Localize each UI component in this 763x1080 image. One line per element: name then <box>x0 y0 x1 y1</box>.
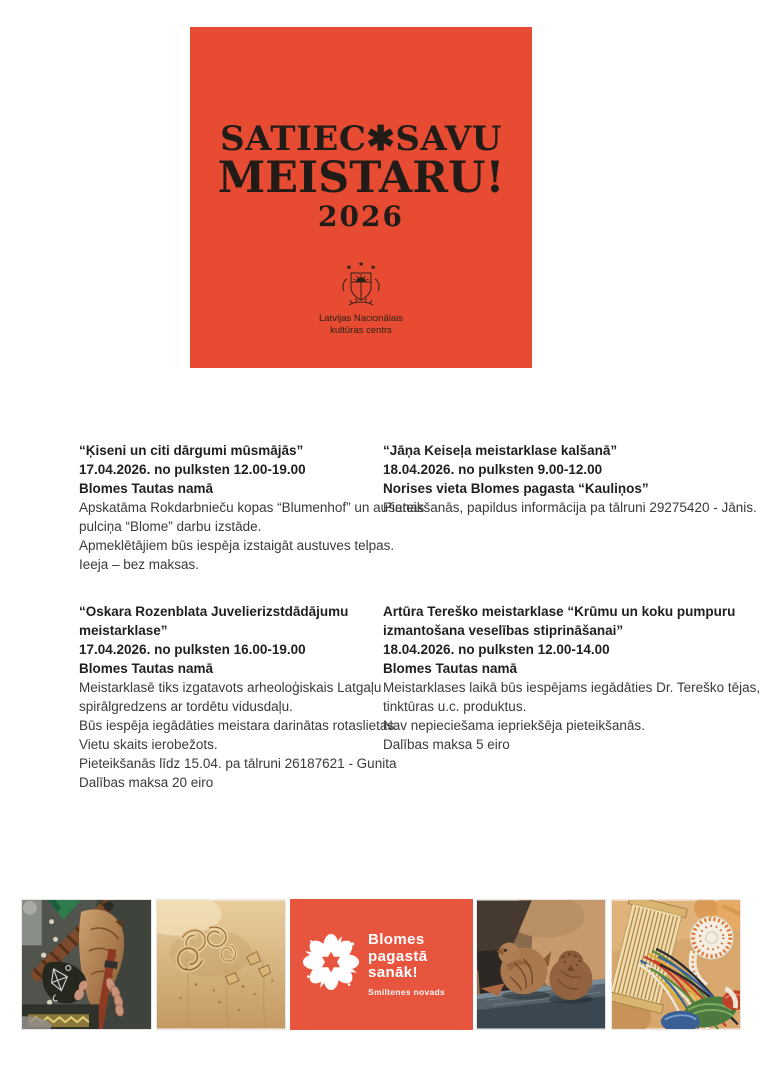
brand-title-line1: Blomes pagastā <box>368 931 428 965</box>
event-datetime: 18.04.2026. no pulksten 9.00-12.00 <box>383 462 603 477</box>
brand-title-line2: sanāk! <box>368 964 418 982</box>
event-desc-line: Dalības maksa 20 eiro <box>79 775 214 790</box>
event-desc-line: Vietu skaits ierobežots. <box>79 737 218 752</box>
poster-title-line1: SATIEC✱SAVU <box>220 119 502 159</box>
event-desc-line: Apskatāma Rokdarbnieču kopas “Blumenhof” un aušanas <box>79 500 425 515</box>
brand-text <box>368 932 473 997</box>
event-block-juvelieri <box>79 602 398 792</box>
event-desc-line: Pieteikšanās, papildus informācija pa tālruni 29275420 - Jānis. <box>383 500 757 515</box>
poster-year: 2026 <box>318 200 404 233</box>
flower-star-icon <box>302 933 360 996</box>
wood-shavings-photo <box>156 899 286 1030</box>
brand-subtitle: Smiltenes novads <box>368 986 446 997</box>
event-title: “Oskara Rozenblata Juvelierizstdādājumu <box>79 604 349 619</box>
event-venue: Blomes Tautas namā <box>79 481 214 496</box>
event-desc-line: spirālgredzens ar tordētu vidusdaļu. <box>79 699 293 714</box>
clay-birds-photo <box>476 899 606 1030</box>
org-name-line1: Latvijas Nacionālais <box>319 313 403 324</box>
event-desc-line: Nav nepieciešama iepriekšēja pieteikšanās. <box>383 718 645 733</box>
event-desc-line: Ieeja – bez maksas. <box>79 557 200 572</box>
event-datetime: 17.04.2026. no pulksten 16.00-19.00 <box>79 642 306 657</box>
event-title-line2: meistarklase” <box>79 623 168 638</box>
poster-title-line2: MEISTARU! <box>217 153 505 203</box>
event-datetime: 18.04.2026. no pulksten 12.00-14.00 <box>383 642 610 657</box>
event-title: “Ķiseni un citi dārgumi mūsmājās” <box>79 443 304 458</box>
event-desc-line: Meistarklases laikā būs iespējams iegādāties Dr. Tereško tējas, <box>383 680 761 695</box>
event-venue: Norises vieta Blomes pagasta “Kauliņos” <box>383 481 649 496</box>
event-venue: Blomes Tautas namā <box>383 661 518 676</box>
weaving-loom-photo <box>611 899 741 1030</box>
event-desc-line: tinktūras u.c. produktus. <box>383 699 527 714</box>
event-datetime: 17.04.2026. no pulksten 12.00-19.00 <box>79 462 306 477</box>
event-desc-line: Dalības maksa 5 eiro <box>383 737 510 752</box>
event-desc-line: pulciņa “Blome” darbu izstāde. <box>79 519 262 534</box>
event-poster <box>190 27 532 368</box>
brand-panel <box>290 899 473 1030</box>
latvia-coat-of-arms-icon <box>190 261 532 316</box>
event-block-kiseni <box>79 441 425 574</box>
event-block-teresko <box>383 602 761 754</box>
event-block-kalsana <box>383 441 757 517</box>
event-title-line2: izmantošana veselības stiprināšanai” <box>383 623 624 638</box>
event-desc-line: Pieteikšanās līdz 15.04. pa tālruni 26187621 - Gunita <box>79 756 397 771</box>
event-venue: Blomes Tautas namā <box>79 661 214 676</box>
poster-organisation-name <box>190 313 532 336</box>
org-name-line2: kultūras centrs <box>330 324 392 336</box>
event-desc-line: Apmeklētājiem būs iespēja izstaigāt austuves telpas. <box>79 538 395 553</box>
bagpiper-photo <box>21 899 152 1030</box>
event-desc-line: Meistarklasē tiks izgatavots arheoloģiskais Latgaļu <box>79 680 382 695</box>
event-desc-line: Būs iespēja iegādāties meistara darinātas rotaslietas. <box>79 718 398 733</box>
event-title: “Jāņa Keiseļa meistarklase kalšanā” <box>383 443 618 458</box>
event-title: Artūra Tereško meistarklase “Krūmu un koku pumpuru <box>383 604 736 619</box>
